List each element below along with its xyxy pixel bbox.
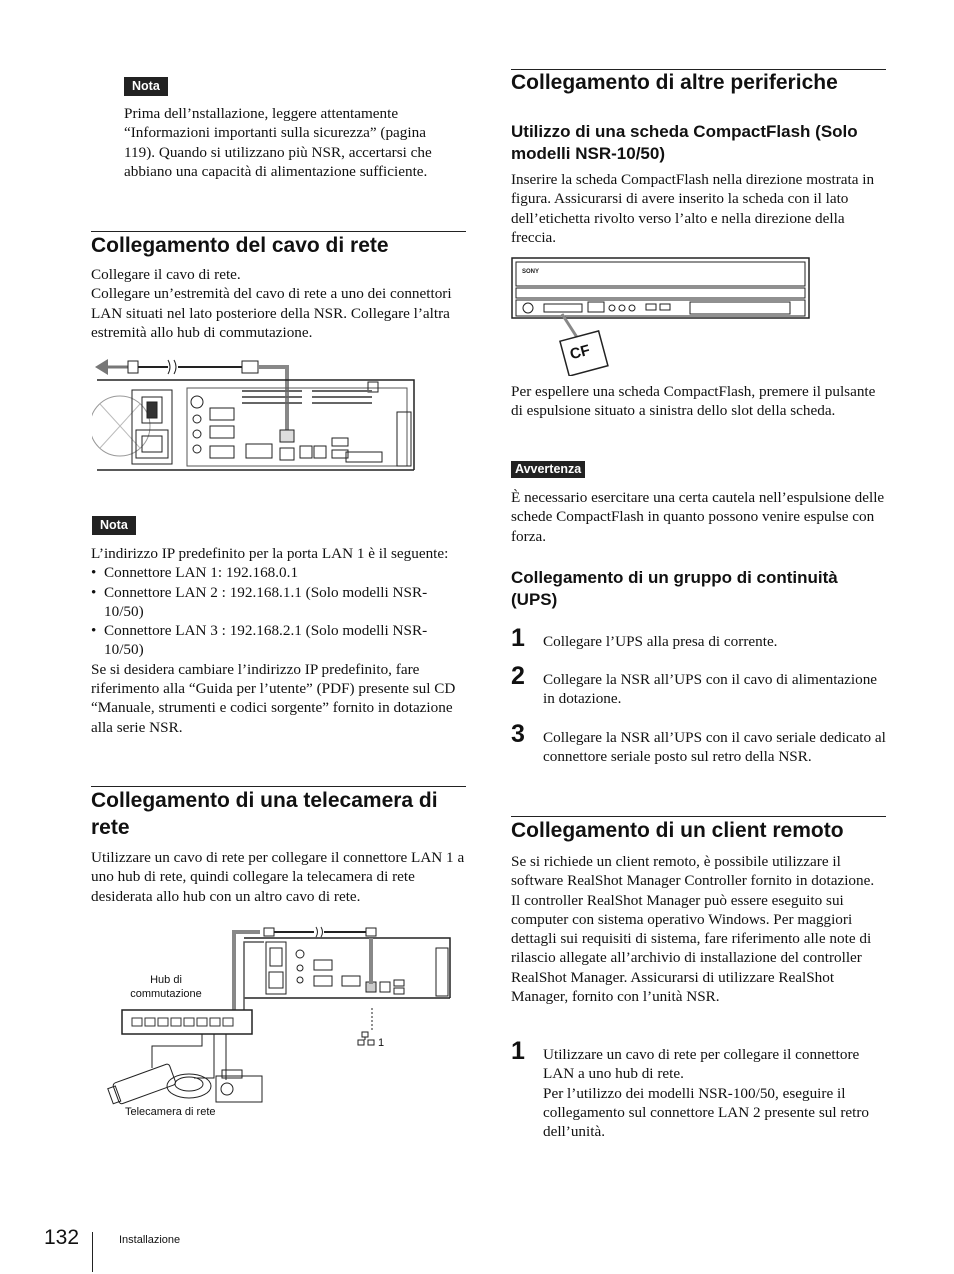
paragraph: Per espellere una scheda CompactFlash, premere il pulsante di espulsione situato a sinistra dello slot della scheda. <box>511 383 876 420</box>
step-number: 2 <box>511 662 525 690</box>
list-item: • Connettore LAN 3 : 192.168.2.1 (Solo modelli NSR-10/50) <box>91 621 466 660</box>
section-title: Collegamento di un client remoto <box>511 819 844 842</box>
figure-label: Telecamera di rete <box>125 1106 216 1118</box>
paragraph: L’indirizzo IP predefinito per la porta LAN 1 è il seguente: <box>91 545 449 562</box>
section-body <box>511 852 886 1006</box>
list-item: • Connettore LAN 1: 192.168.0.1 <box>91 563 466 582</box>
paragraph: Se si richiede un client remoto, è possibile utilizzare il software RealShot Manager Controller fornito in dotazione. <box>511 853 875 890</box>
subsection-title: Utilizzo di una scheda CompactFlash (Solo modelli NSR-10/50) <box>511 122 858 163</box>
paragraph: Il controller RealShot Manager può essere eseguito sui computer con sistema operativo Windows. Per maggiori dettagli sui requisiti di sistema, fare riferimento alle note di rilascio allegate all’archivio di installazione del controller RealShot Manager. Assicurarsi di utilizzare RealShot Manager, fornito con l’unità NSR. <box>511 891 872 1006</box>
note-badge: Nota <box>92 516 136 535</box>
section-body <box>91 265 466 342</box>
warning-text: È necessario esercitare una certa cautela nell’espulsione delle schede CompactFlash in quanto possono venire espulse con forza. <box>511 489 885 545</box>
step-text: Collegare l’UPS alla presa di corrente. <box>543 633 778 650</box>
section-title: Collegamento di una telecamera di rete <box>91 789 438 839</box>
note-text: Prima dell’nstallazione, leggere attentamente “Informazioni importanti sulla sicurezza” (pagina 119). Quando si utilizzano più NSR, accertarsi che abbiano una capacità di alimentazione sufficiente. <box>124 105 432 180</box>
rear-panel-lan-figure <box>92 352 422 476</box>
step-text <box>543 1045 886 1141</box>
figure-label: 1 <box>378 1037 385 1049</box>
section-title: Collegamento del cavo di rete <box>91 234 389 257</box>
svg-text:SONY: SONY <box>522 269 540 275</box>
paragraph: Inserire la scheda CompactFlash nella direzione mostrata in figura. Assicurarsi di avere inserito la scheda con il lato dell’etichetta rivolto verso l’alto e nella direzione della freccia. <box>511 171 875 246</box>
footer-divider <box>92 1232 93 1272</box>
cf-card-label: CF <box>568 341 592 364</box>
paragraph: Collegare un’estremità del cavo di rete a uno dei connettori LAN situati nel lato posteriore della NSR. Collegare l’altra estremità allo hub di commutazione. <box>91 285 452 341</box>
paragraph: Se si desidera cambiare l’indirizzo IP predefinito, fare riferimento alla “Guida per l’utente” (PDF) presente sul CD “Manuale, strumenti e codici sorgente” fornito in dotazione alla serie NSR. <box>91 660 456 736</box>
camera-hub-figure <box>104 918 454 1128</box>
step-text: Collegare la NSR all’UPS con il cavo seriale dedicato al connettore seriale posto sul retro della NSR. <box>543 729 886 766</box>
note-body <box>91 544 466 737</box>
paragraph: Collegare il cavo di rete. <box>91 266 241 283</box>
front-panel-cf-figure <box>510 256 812 376</box>
note-badge: Nota <box>124 77 168 96</box>
paragraph: Utilizzare un cavo di rete per collegare il connettore LAN a uno hub di rete. <box>543 1046 860 1083</box>
footer-section: Installazione <box>119 1234 181 1246</box>
section-title: Collegamento di altre periferiche <box>511 71 838 94</box>
warning-badge: Avvertenza <box>511 461 585 478</box>
page-number: 132 <box>44 1226 80 1249</box>
step-number: 1 <box>511 1037 525 1065</box>
figure-label: Hub di commutazione <box>130 974 202 1000</box>
step-text: Collegare la NSR all’UPS con il cavo di alimentazione in dotazione. <box>543 671 878 708</box>
subsection-title: Collegamento di un gruppo di continuità (UPS) <box>511 568 838 609</box>
list-item: • Connettore LAN 2 : 192.168.1.1 (Solo modelli NSR-10/50) <box>91 583 466 622</box>
paragraph: Per l’utilizzo dei modelli NSR-100/50, eseguire il collegamento sul connettore LAN 2 presente sul retro dell’unità. <box>543 1084 870 1141</box>
step-number: 3 <box>511 720 525 748</box>
section-body: Utilizzare un cavo di rete per collegare il connettore LAN 1 a uno hub di rete, quindi collegare la telecamera di rete desiderata allo hub con un altro cavo di rete. <box>91 849 465 905</box>
step-number: 1 <box>511 624 525 652</box>
